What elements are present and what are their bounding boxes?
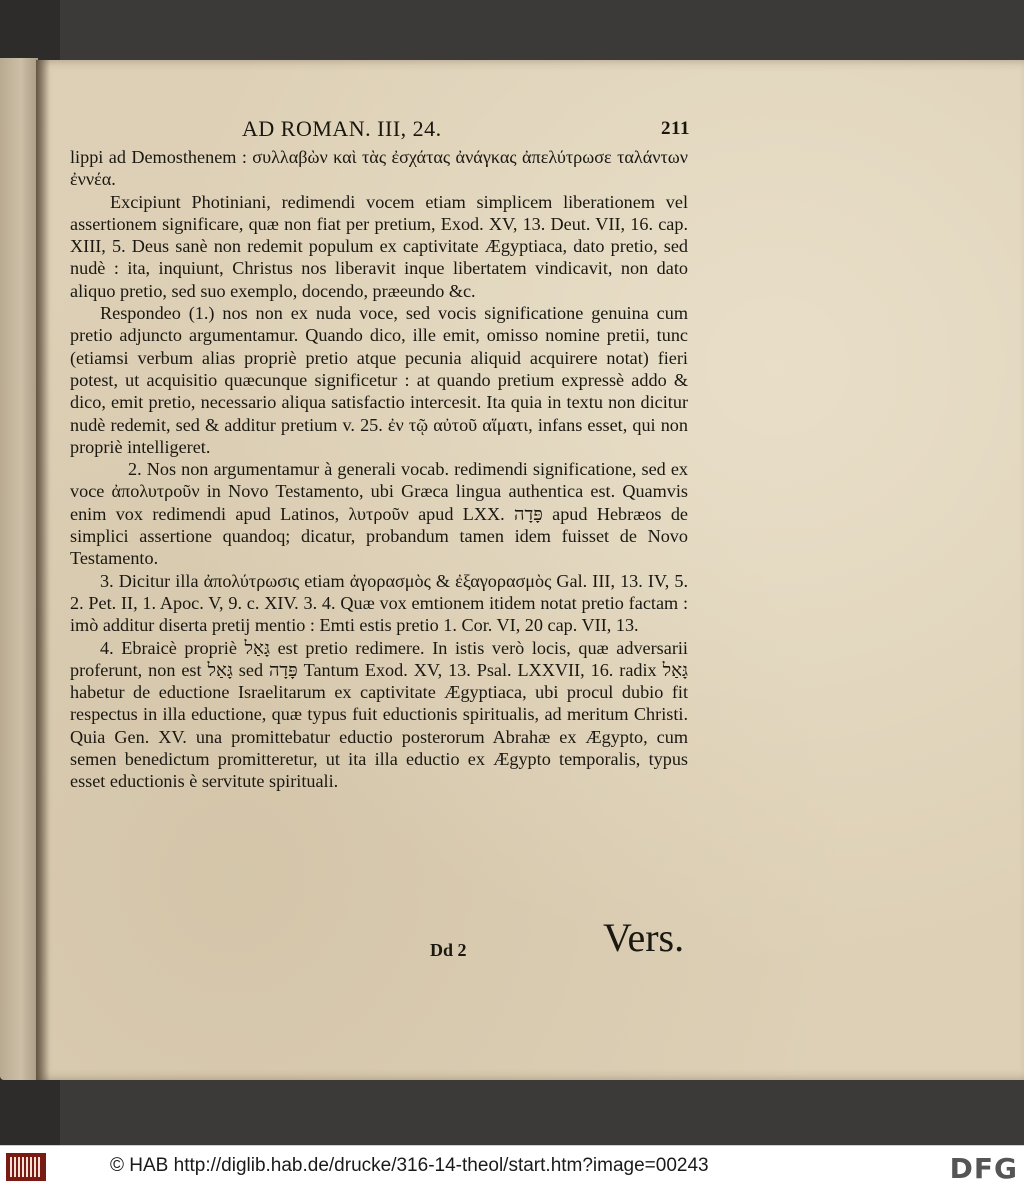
footer-bar [0,1145,1024,1186]
footer-copyright-url: © HAB http://diglib.hab.de/drucke/316-14-theol/start.htm?image=00243 [110,1155,709,1176]
previous-page-edge [0,58,38,1080]
hab-logo-icon [6,1153,46,1181]
paragraph-5: 3. Dicitur illa ἀπολύτρωσις etiam ἀγορασμὸς & ἐξαγορασμὸς Gal. III, 13. IV, 5. 2. Pet. II, 1. Apoc. V, 9. c. XIV. 3. 4. Quæ vox emtionem itidem notat pretio factam : imò additur diserta pretij mentio : Emti estis pretio 1. Cor. VI, 20 cap. VII, 13. [70,570,688,636]
signature-mark: Dd 2 [430,940,467,960]
running-head [70,116,690,146]
page-number: 211 [661,118,690,139]
main-text [70,146,688,793]
paragraph-3: Respondeo (1.) nos non ex nuda voce, sed vocis significatione genuina cum pretio adjuncto argumentamur. Quando dico, ille emit, omisso nomine pretii, tunc (etiamsi verbum alias propriè pretio atque pecunia aliquid acquirere notat) fieri potest, ut acquisitio quæcunque significetur : at quando pretium expressè addo & dico, emit pretio, necessario aliqua satisfactio intercesit. Ita quia in textu non dicitur nudè redemit, sed & additur pretium v. 25. ἐν τῷ αὐτοῦ αἵματι, infans esset, qui non propriè intelligeret. [70,303,688,457]
gutter-shadow [36,60,50,1080]
paragraph-6: 4. Ebraicè propriè גָּאַל est pretio redimere. In istis verò locis, quæ adversarii proferunt, non est גָּאַל sed פָּדָה Tantum Exod. XV, 13. Psal. LXXVII, 16. radix גָּאַל habetur de eductione Israelitarum ex captivitate Ægyptiaca, ubi procul dubio fit respectus in illa eductione, quæ typus fuit eductionis spiritualis, ad meritum Christi. Quia Gen. XV. una promittebatur eductio posterorum Abrahæ ex Ægypto, cum semen benedictum promitteretur, ut ita illa eductio ex Ægypto temporalis, typus esset eductionis è servitute spirituali. [70,637,688,792]
paragraph-1: lippi ad Demosthenem : συλλαβὼν καὶ τὰς ἐσχάτας ἀνάγκας ἀπελύτρωσε ταλάντων ἐννέα. [70,147,688,190]
running-head-title: AD ROMAN. III, 24. [242,116,442,141]
catchword: Vers. [603,915,685,960]
paragraph-4: 2. Nos non argumentamur à generali vocab. redimendi significatione, sed ex voce ἀπολυτροῦν in Novo Testamento, ubi Græca lingua authentica est. Quamvis enim vox redimendi apud Latinos, λυτροῦν apud LXX. פָּדָה apud Hebræos de simplici assertione quandoq; dicatur, probandum tamen idem fuisset de Novo Testamento. [70,459,688,569]
dfg-logo-icon: DFG [949,1152,1018,1185]
paragraph-2: Excipiunt Photiniani, redimendi vocem etiam simplicem liberationem vel assertionem significare, quæ non fiat per pretium, Exod. XV, 13. Deut. VII, 16. cap. XIII, 5. Deus sanè non redemit populum ex captivitate Ægyptiaca, dato pretio, sed nudè : ita, inquiunt, Christus nos liberavit inque libertatem vindicavit, non dato aliquo pretio, sed suo exemplo, docendo, præeundo &c. [70,191,688,301]
